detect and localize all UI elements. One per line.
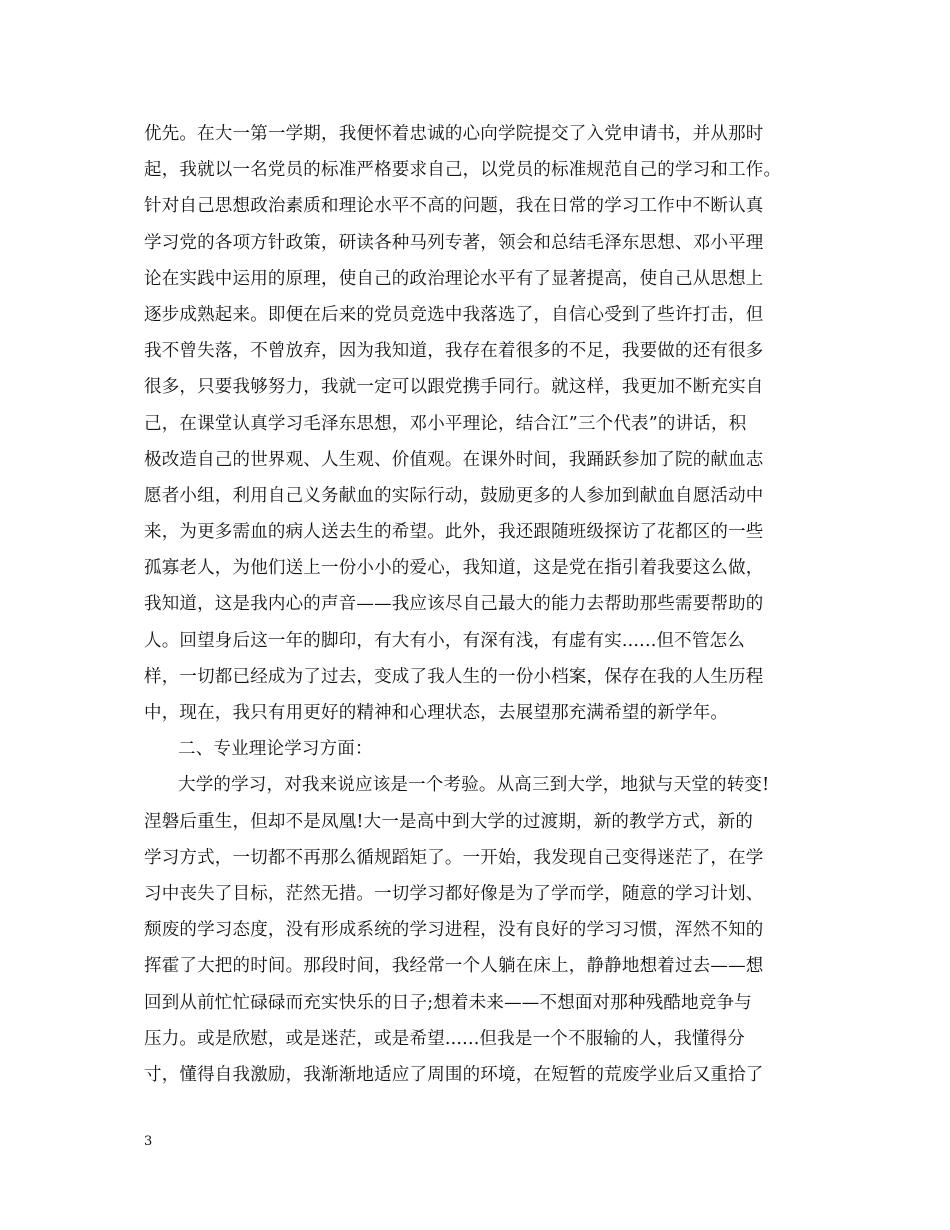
text-line: 极改造自己的世界观、人生观、价值观。在课外时间，我踊跃参加了院的献血志	[144, 449, 764, 470]
body-text	[144, 116, 814, 1093]
text-line: 学习党的各项方针政策，研读各种马列专著，领会和总结毛泽东思想、邓小平理	[144, 232, 764, 253]
text-line: 压力。或是欣慰，或是迷茫，或是希望......但我是一个不服输的人，我懂得分	[144, 1028, 745, 1049]
text-line: 针对自己思想政治素质和理论水平不高的问题，我在日常的学习工作中不断认真	[144, 196, 764, 217]
text-line: 我不曾失落，不曾放弃，因为我知道，我存在着很多的不足，我要做的还有很多	[144, 341, 764, 362]
text-line: 二、专业理论学习方面：	[178, 739, 373, 760]
text-line: 寸，懂得自我激励，我渐渐地适应了周围的环境，在短暂的荒废学业后又重拾了	[144, 1064, 764, 1085]
page-number: 3	[144, 1134, 153, 1149]
text-line: 学习方式，一切都不再那么循规蹈矩了。一开始，我发现自己变得迷茫了，在学	[144, 847, 764, 868]
text-line: 颓废的学习态度，没有形成系统的学习进程，没有良好的学习习惯，浑然不知的	[144, 920, 764, 941]
text-line: 习中丧失了目标，茫然无措。一切学习都好像是为了学而学，随意的学习计划、	[144, 883, 764, 904]
text-line: 中，现在，我只有用更好的精神和心理状态，去展望那充满希望的新学年。	[144, 703, 729, 723]
text-line: 起，我就以一名党员的标准严格要求自己，以党员的标准规范自己的学习和工作。	[144, 160, 782, 181]
text-line: 来，为更多需血的病人送去生的希望。此外，我还跟随班级探访了花都区的一些	[144, 522, 764, 543]
text-line: 逐步成熟起来。即便在后来的党员竞选中我落选了，自信心受到了些许打击，但	[144, 304, 764, 325]
text-line: 人。回望身后这一年的脚印，有大有小，有深有浅，有虚有实......但不管怎么	[144, 630, 745, 651]
text-line: 孤寡老人，为他们送上一份小小的爱心，我知道，这是党在指引着我要这么做，	[144, 558, 764, 579]
text-line: 样，一切都已经成为了过去，变成了我人生的一份小档案，保存在我的人生历程	[144, 666, 764, 687]
text-line: 涅磐后重生，但却不是凤凰!大一是高中到大学的过渡期，新的教学方式，新的	[144, 811, 754, 832]
text-line: 很多，只要我够努力，我就一定可以跟党携手同行。就这样，我更加不断充实自	[144, 377, 764, 398]
text-line: 己，在课堂认真学习毛泽东思想，邓小平理论，结合江”三个代表”的讲话，积	[144, 413, 747, 434]
text-line: 愿者小组，利用自己义务献血的实际行动，鼓励更多的人参加到献血自愿活动中	[144, 485, 764, 506]
text-line: 我知道，这是我内心的声音——我应该尽自己最大的能力去帮助那些需要帮助的	[144, 594, 764, 615]
text-line: 优先。在大一第一学期，我便怀着忠诚的心向学院提交了入党申请书，并从那时	[144, 124, 764, 144]
text-line: 挥霍了大把的时间。那段时间，我经常一个人躺在床上，静静地想着过去——想	[144, 956, 764, 977]
text-line: 大学的学习，对我来说应该是一个考验。从高三到大学，地狱与天堂的转变!	[178, 775, 770, 796]
text-line: 回到从前忙忙碌碌而充实快乐的日子;想着未来——不想面对那种残酷地竞争与	[144, 992, 752, 1013]
text-line: 论在实践中运用的原理，使自己的政治理论水平有了显著提高，使自己从思想上	[144, 268, 764, 289]
